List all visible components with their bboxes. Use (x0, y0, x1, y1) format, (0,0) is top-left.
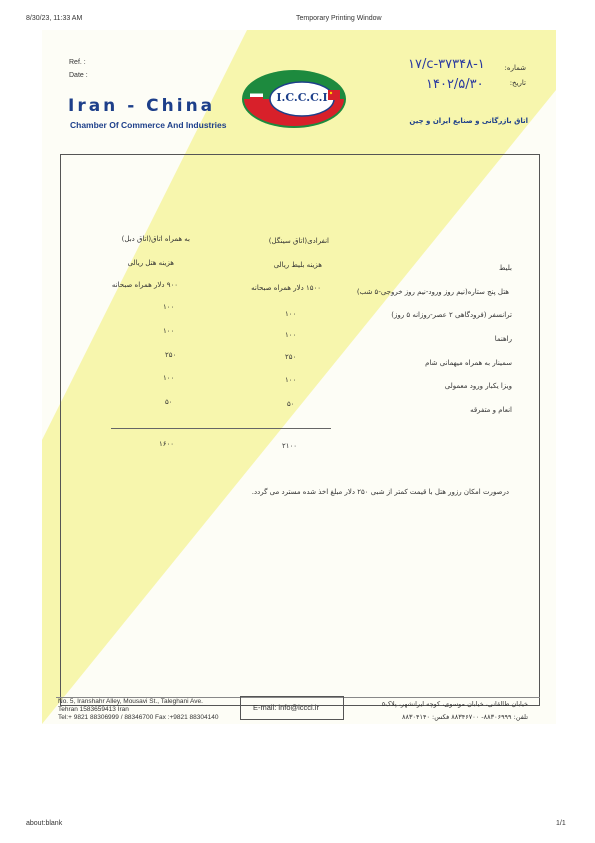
double-cell: ۱۰۰ (163, 374, 175, 382)
ref-label: Ref. : (69, 59, 86, 66)
col-double-title: به همراه اتاق(اتاق دبل) (121, 235, 190, 243)
single-cell: ۱۰۰ (285, 331, 297, 339)
col-double-subtitle: هزینه هتل ریالی (127, 259, 174, 267)
number-label: شماره: (504, 64, 526, 72)
single-cell: ۱۰۰ (285, 310, 297, 318)
logo-text: I.C.C.C.I (276, 91, 328, 104)
row-label: ویزا یکبار ورود معمولی (444, 382, 512, 390)
single-cell: ۵۰ (287, 400, 295, 408)
org-subtitle: Chamber Of Commerce And Industries (70, 120, 227, 130)
double-cell: ۵۰ (165, 398, 173, 406)
date-label: Date : (69, 72, 88, 79)
date-label-fa: تاریخ: (509, 79, 526, 87)
single-cell: ۱۵۰۰ دلار همراه صبحانه (251, 284, 321, 292)
footer-address-fa: خیابان طالقانی، خیابان موسوی، کوچه ایرانشهر، پلاک۵ (381, 700, 528, 708)
double-cell: ۹۰۰ دلار همراه صبحانه (111, 281, 178, 289)
row-label: هتل پنج ستاره(نیم روز ورود-نیم روز خروجی-۵ شب) (356, 288, 509, 296)
scanned-letter (42, 30, 556, 724)
footer-address-line2: Tehran 1583659413 Iran (58, 706, 129, 713)
row-label: ترانسفر (فرودگاهی ۲ عصر-روزانه ۵ روز) (391, 311, 512, 319)
total-single: ۲۱۰۰ (282, 442, 298, 450)
footer-address-line1: No. 5, Iranshahr Alley, Mousavi St., Taleghani Ave. (58, 698, 203, 705)
footer-phone-fax: Tel:+ 9821 88306999 / 88346700 Fax :+9821 88304140 (58, 714, 219, 721)
double-cell: ۱۰۰ (163, 327, 175, 335)
single-cell: ۲۵۰ (285, 353, 297, 361)
refund-note: درصورت امکان رزور هتل با قیمت کمتر از شبی ۲۵۰ دلار مبلغ اخذ شده مسترد می گردد. (251, 488, 509, 496)
org-name-fa: اتاق بازرگانی و صنایع ایران و چین (409, 117, 528, 125)
footer-email: E-mail: info@iccci.ir (253, 703, 319, 712)
double-cell: ۱۰۰ (163, 303, 175, 311)
print-page-count: 1/1 (556, 820, 566, 827)
letter-date: ۱۴۰۲/۵/۳۰ (426, 77, 484, 92)
col-single-subtitle: هزینه بلیط ریالی (273, 261, 322, 269)
totals-divider (111, 428, 331, 429)
org-name: Iran - China (68, 96, 216, 116)
row-label: بلیط (498, 264, 512, 272)
print-timestamp: 8/30/23, 11:33 AM (26, 15, 83, 22)
single-cell: ۱۰۰ (285, 376, 297, 384)
total-double: ۱۶۰۰ (159, 440, 175, 448)
double-cell: ۲۵۰ (165, 351, 177, 359)
footer-phone-fa: تلفن: ۸۸۳۰۶۹۹۹- ۸۸۳۴۶۷۰۰ فکس: ۸۸۳۰۴۱۴۰ (402, 713, 528, 721)
col-single-title: انفرادی(اتاق سینگل) (268, 237, 329, 245)
row-label: انعام و متفرقه (470, 406, 512, 414)
print-url: about:blank (26, 820, 63, 827)
row-label: سمینار به همراه میهمانی شام (425, 359, 512, 367)
letter-number: ۱۷/c-۳۷۳۴۸-۱ (408, 57, 485, 72)
print-window-title: Temporary Printing Window (296, 15, 382, 22)
iccci-logo (240, 68, 348, 130)
row-label: راهنما (494, 335, 512, 343)
